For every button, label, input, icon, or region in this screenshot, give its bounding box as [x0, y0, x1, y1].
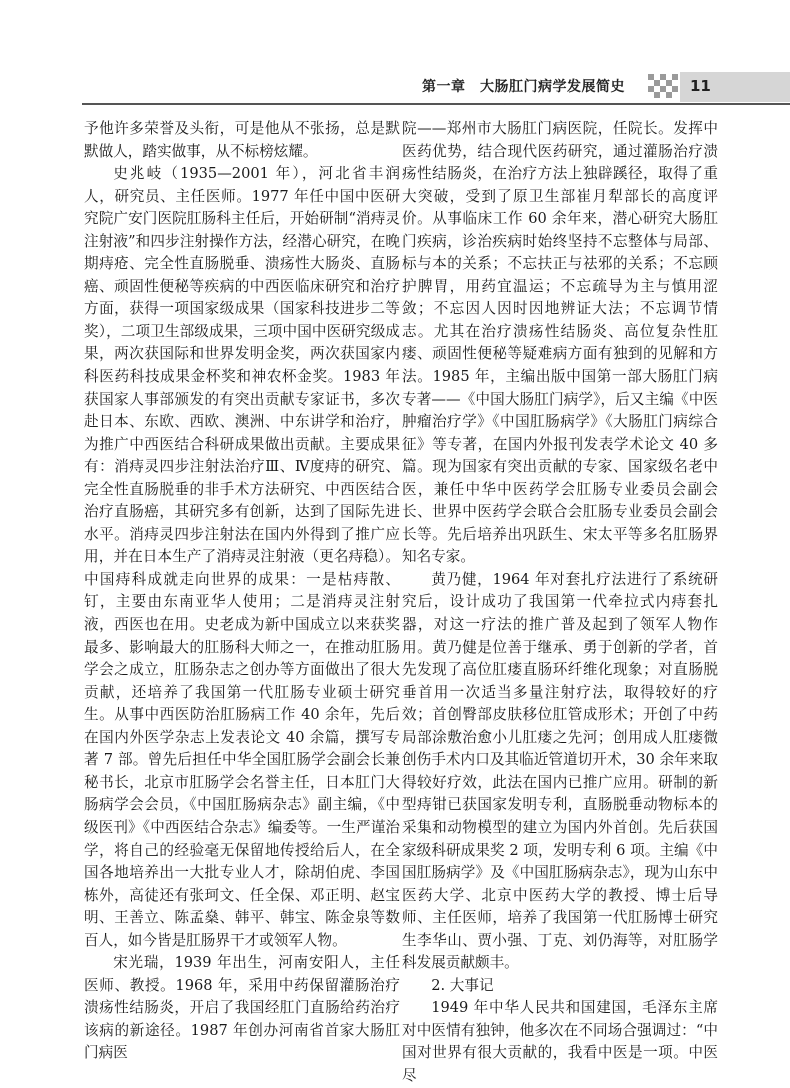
header-divider [82, 103, 790, 105]
page-header [0, 0, 790, 110]
paragraph-continued: 予他许多荣誉及头衔，可是他从不张扬，总是默默做人，踏实做事，从不标榜炫耀。 [84, 120, 400, 160]
paragraph-huang-naijian: 黄乃健，1964 年对套扎疗法进行了系统研究后，设计成功了我国第一代牵拉式内痔套扎器，对这一疗法的推广普及起到了领军人物作用。黄乃健是位善于继承、勇于创新的学者，首先发现了高位肛瘘直肠环纤维化现象；对直肠脱垂首用一次适当多量注射疗法，取得较好的疗效；首创臀部皮肤移位肛管成形术；开创了中药局部涂敷治愈小儿肛瘘之先河；创用成人肛瘘微创伤手术内口及其临近管道切开术，30 余年来取得较好疗效，此法在国内已推广应用。研制的新型痔钳已获国家发明专利，直肠脱垂动物标本的采集和动物模型的建立为国内外首创。先后获国家级科研成果奖 2 项，发明专利 6 项。主编《中国肛肠病学》及《中国肛肠病杂志》，现为山东中医药大学、北京中医药大学的教授、博士后导师、主任医师，培养了我国第一代肛肠博士研究生李华山、贾小强、丁克、刘仍海等，对肛肠学科发展贡献颇丰。 [402, 570, 718, 972]
paragraph-song-continued: 院——郑州市大肠肛门病医院，任院长。发挥中医药优势，结合现代医药研究，通过灌肠治疗溃疡性结肠炎，在治疗方法上独辟蹊径，取得了重大突破，受到了原卫生部崔月犁部长的高度评价。从事临床工作 60 余年来，潜心研究大肠肛门疾病，诊治疾病时始终坚持不忘整体与局部、标与本的关系；不忘扶正与祛邪的关系；不忘顾护脾胃，用药宜温运；不忘疏导为主与慎用涩敛；不忘因人因时因地辨证大法；不忘调节情志。尤其在治疗溃疡性结肠炎、高位复杂性肛瘘、顽固性便秘等疑难病方面有独到的见解和方法。1985 年，主编出版中国第一部大肠肛门病专著——《中国大肠肛门病学》，后又主编《中医肿瘤治疗学》《中国肛肠病学》《大肠肛门病综合征》等专著，在国内外报刊发表学术论文 40 多篇。现为国家有突出贡献的专家、国家级名老中医，兼任中华中医药学会肛肠专业委员会副会长、世界中医药学会联合会肛肠专业委员会副会长等。先后培养出巩跃生、宋太平等多名肛肠界知名专家。 [402, 120, 718, 566]
section-heading: 2. 大事记 [431, 976, 494, 994]
paragraph-shi-zhaoqi: 史兆岐（1935—2001 年），河北省丰润人，研究员、主任医师。1977 年任中国中医研究院广安门医院肛肠科主任后，开始研制“消痔灵注射液”和四步注射操作方法，经潜心研究，在晚期痔疮、完全性直肠脱垂、溃疡性大肠炎、直肠癌、顽固性便秘等疾病的中西医临床研究和治疗方面，获得一项国家级成果（国家科技进步二等奖），二项卫生部级成果，三项中国中医研究级成果，两次获国际和世界发明金奖，两次获国家内科医药科技成果金杯奖和神农杯金奖。1983 年获国家人事部颁发的有突出贡献专家证书，多次赴日本、东欧、西欧、澳洲、中东讲学和治疗，为推广中西医结合科研成果做出贡献。主要成果有：消痔灵四步注射法治疗Ⅲ、Ⅳ度痔的研究、完全性直肠脱垂的非手术方法研究、中西医结合治疗直肠癌，其研究多有创新，达到了国际先进水平。消痔灵四步注射法在国内外得到了推广应用，并在日本生产了消痔灵注射液（更名痔稳）。中国痔科成就走向世界的成果：一是枯痔散、钉，主要由东南亚华人使用；二是消痔灵注射液，西医也在用。史老成为新中国成立以来获奖最多、影响最大的肛肠科大师之一，在推动肛肠学会之成立，肛肠杂志之创办等方面做出了很大贡献，还培养了我国第一代肛肠专业硕士研究生。从事中西医防治肛肠病工作 40 余年，先后在国内外医学杂志上发表论文 40 余篇，撰写专著 7 部。曾先后担任中华全国肛肠学会副会长兼秘书长，北京市肛肠学会名誉主任，日本肛门大肠病学会会员，《中国肛肠病杂志》副主编，《中级医刊》《中西医结合杂志》编委等。一生严谨治学，将自己的经验毫无保留地传授给后人，在全国各地培养出一大批专业人才，除胡伯虎、李国栋外，高徒还有张珂文、任全保、邓正明、赵宝明、王善立、陈孟燊、韩平、韩宝、陈金泉等数百人，如今皆是肛肠界干才或领军人物。 [84, 165, 400, 949]
paragraph-song-guangrui: 宋光瑞，1939 年出生，河南安阳人，主任医师、教授。1968 年，采用中药保留灌肠治疗溃疡性结肠炎，开启了我国经肛门直肠给药治疗该病的新途径。1987 年创办河南省首家大肠肛门病医 [84, 954, 400, 1062]
decorative-dots-icon [648, 74, 678, 104]
right-column [402, 118, 718, 1088]
left-column [84, 118, 400, 1065]
page-number: 11 [690, 77, 711, 95]
paragraph-1949: 1949 年中华人民共和国建国，毛泽东主席对中医情有独钟，他多次在不同场合强调过：“中国对世界有很大贡献的，我看中医是一项。中医尽 [402, 999, 718, 1084]
chapter-title: 第一章 大肠肛门病学发展简史 [422, 79, 625, 95]
